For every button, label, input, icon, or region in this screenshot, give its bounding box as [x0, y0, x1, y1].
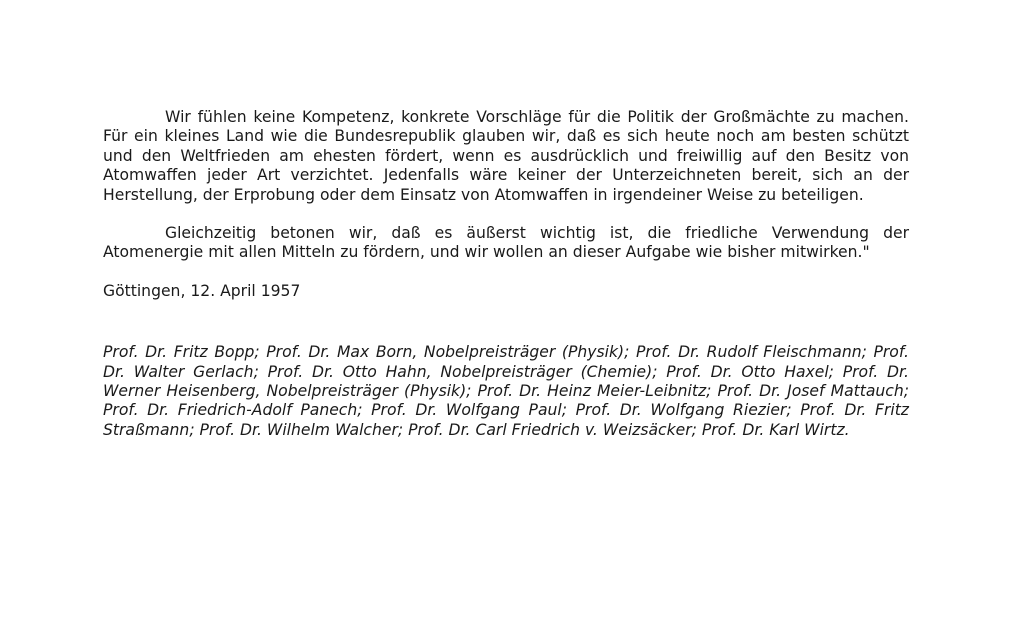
document-page	[103, 108, 909, 440]
paragraph-peaceful-use: Gleichzeitig betonen wir, daß es äußerst wichtig ist, die friedliche Verwendung der Atomenergie mit allen Mitteln zu fördern, und wir wollen an dieser Aufgabe wie bisher mitwirken."	[103, 224, 909, 262]
place-date: Göttingen, 12. April 1957	[103, 281, 301, 300]
paragraph-renunciation: Wir fühlen keine Kompetenz, konkrete Vorschläge für die Politik der Großmächte zu machen. Für ein kleines Land wie die Bundesrepublik glauben wir, daß es sich heute noch am besten schützt und den Weltfrieden am ehesten fördert, wenn es ausdrücklich und freiwillig auf den Besitz von Atomwaffen jeder Art verzichtet. Jedenfalls wäre keiner der Unterzeichneten bereit, sich an der Herstellung, der Erprobung oder dem Einsatz von Atomwaffen in irgendeiner Weise zu beteiligen.	[103, 108, 909, 204]
signatories-list: Prof. Dr. Fritz Bopp; Prof. Dr. Max Born, Nobelpreisträger (Physik); Prof. Dr. Rudolf Fleischmann; Prof. Dr. Walter Gerlach; Prof. Dr. Otto Hahn, Nobelpreisträger (Chemie); Prof. Dr. Otto Haxel; Prof. Dr. Werner Heisenberg, Nobelpreisträger (Physik); Prof. Dr. Heinz Meier-Leibnitz; Prof. Dr. Josef Mattauch; Prof. Dr. Friedrich-Adolf Panech; Prof. Dr. Wolfgang Paul; Prof. Dr. Wolfgang Riezier; Prof. Dr. Fritz Straßmann; Prof. Dr. Wilhelm Walcher; Prof. Dr. Carl Friedrich v. Weizsäcker; Prof. Dr. Karl Wirtz.	[103, 343, 909, 439]
